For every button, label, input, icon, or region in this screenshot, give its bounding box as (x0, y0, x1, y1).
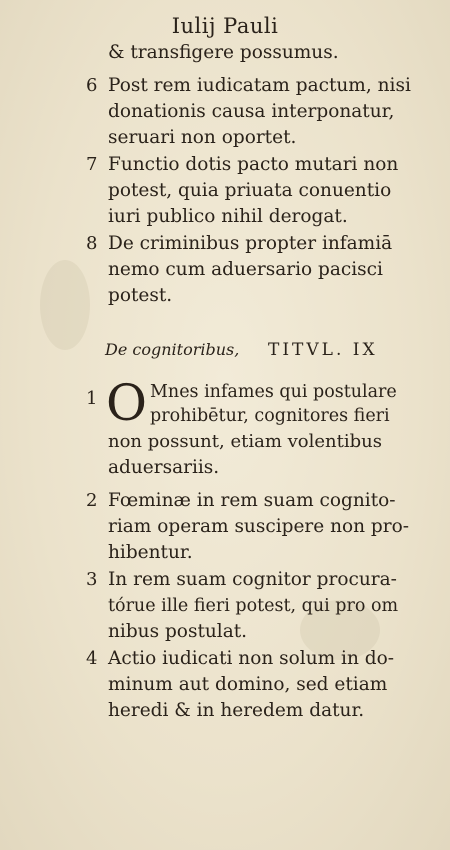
paragraph-number: 2 (86, 490, 98, 511)
paper-stain (40, 260, 90, 350)
text-line: & transfigere possumus. (108, 42, 339, 63)
text-line: hibentur. (108, 542, 193, 563)
text-line: Fœminæ in rem suam cognito- (108, 490, 396, 511)
text-line: De criminibus propter infamiā (108, 233, 393, 254)
drop-cap: O (106, 374, 147, 432)
paragraph-number: 8 (86, 233, 98, 254)
text-line: Post rem iudicatam pactum, nisi (108, 75, 411, 96)
text-line: Actio iudicati non solum in do- (108, 648, 394, 669)
paragraph-number: 4 (86, 648, 98, 669)
paragraph-number: 7 (86, 154, 98, 175)
paragraph-number: 6 (86, 75, 98, 96)
section-title-italic: De cognitoribus, (105, 340, 240, 359)
text-line: In rem suam cognitor procura- (108, 569, 397, 590)
text-line: Mnes infames qui postulare (150, 382, 397, 402)
text-line: tórue ille fieri potest, qui pro om (108, 596, 399, 616)
text-line: donationis causa interponatur, (108, 101, 395, 122)
text-line: prohibētur, cognitores fieri (150, 406, 390, 426)
text-line: heredi & in heredem datur. (108, 700, 365, 721)
text-line: potest, quia priuata conuentio (108, 180, 392, 201)
paragraph-number: 1 (86, 388, 98, 409)
running-header: Iulij Pauli (171, 14, 279, 38)
text-line: seruari non oportet. (108, 127, 297, 148)
section-title-caps: TITVL. IX (268, 340, 378, 360)
text-line: non possunt, etiam volentibus (108, 431, 382, 452)
text-line: aduersariis. (108, 457, 220, 478)
text-line: iuri publico nihil derogat. (108, 206, 348, 227)
text-line: minum aut domino, sed etiam (108, 674, 388, 695)
text-line: nibus postulat. (108, 621, 248, 642)
text-line: riam operam suscipere non pro- (108, 516, 410, 537)
paragraph-number: 3 (86, 569, 98, 590)
text-line: nemo cum aduersario pacisci (108, 259, 383, 280)
text-line: potest. (108, 285, 173, 306)
text-line: Functio dotis pacto mutari non (108, 154, 399, 175)
